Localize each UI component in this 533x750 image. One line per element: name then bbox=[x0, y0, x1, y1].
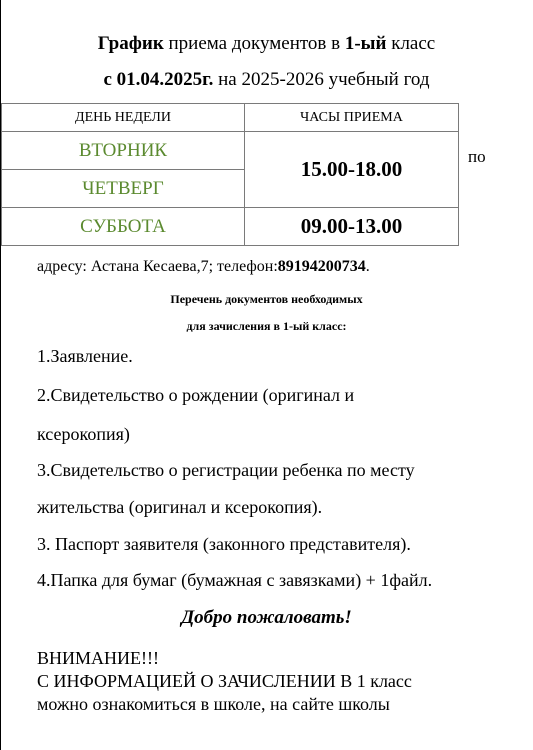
document-item: 1.Заявление. bbox=[37, 346, 133, 366]
document-item: 3. Паспорт заявителя (законного представителя). bbox=[37, 534, 411, 554]
hours-cell-saturday: 09.00-13.00 bbox=[245, 208, 459, 246]
heading-line-2: с 01.04.2025г. на 2025-2026 учебный год bbox=[103, 69, 430, 90]
day-cell-saturday: СУББОТА bbox=[2, 208, 245, 246]
documents-title-line-1: Перечень документов необходимых bbox=[170, 292, 363, 306]
document-item: ксерокопия) bbox=[37, 424, 130, 444]
address-line: адресу: Астана Кесаева,7; телефон:89194200734. bbox=[37, 258, 370, 275]
attention-line-3: можно ознакомиться в школе, на сайте школы bbox=[37, 694, 390, 714]
day-cell-thursday: ЧЕТВЕРГ bbox=[2, 170, 245, 208]
hours-cell-tue-thu: 15.00-18.00 bbox=[245, 132, 459, 208]
schedule-row bbox=[2, 132, 459, 170]
document-item: 4.Папка для бумаг (бумажная с завязками) + 1файл. bbox=[37, 570, 433, 590]
address-prefix: по bbox=[468, 147, 486, 166]
day-cell-tuesday: ВТОРНИК bbox=[2, 132, 245, 170]
phone-number: 89194200734 bbox=[277, 258, 366, 275]
column-header-day: ДЕНЬ НЕДЕЛИ bbox=[2, 104, 245, 132]
schedule-table bbox=[1, 103, 459, 246]
documents-title-line-2: для зачисления в 1-ый класс: bbox=[186, 319, 347, 333]
document-item: жительства (оригинал и ксерокопия). bbox=[37, 497, 323, 517]
welcome-text: Добро пожаловать! bbox=[181, 607, 352, 628]
column-header-hours: ЧАСЫ ПРИЕМА bbox=[245, 104, 459, 132]
document-item: 3.Свидетельство о регистрации ребенка по месту bbox=[37, 460, 415, 480]
schedule-header-row bbox=[2, 104, 459, 132]
heading-line-1: График приема документов в 1-ый класс bbox=[97, 33, 436, 54]
document-item: 2.Свидетельство о рождении (оригинал и bbox=[37, 385, 355, 405]
attention-heading: ВНИМАНИЕ!!! bbox=[37, 648, 159, 668]
attention-line-2: С ИНФОРМАЦИЕЙ О ЗАЧИСЛЕНИИ В 1 класс bbox=[37, 671, 412, 691]
schedule-row bbox=[2, 208, 459, 246]
